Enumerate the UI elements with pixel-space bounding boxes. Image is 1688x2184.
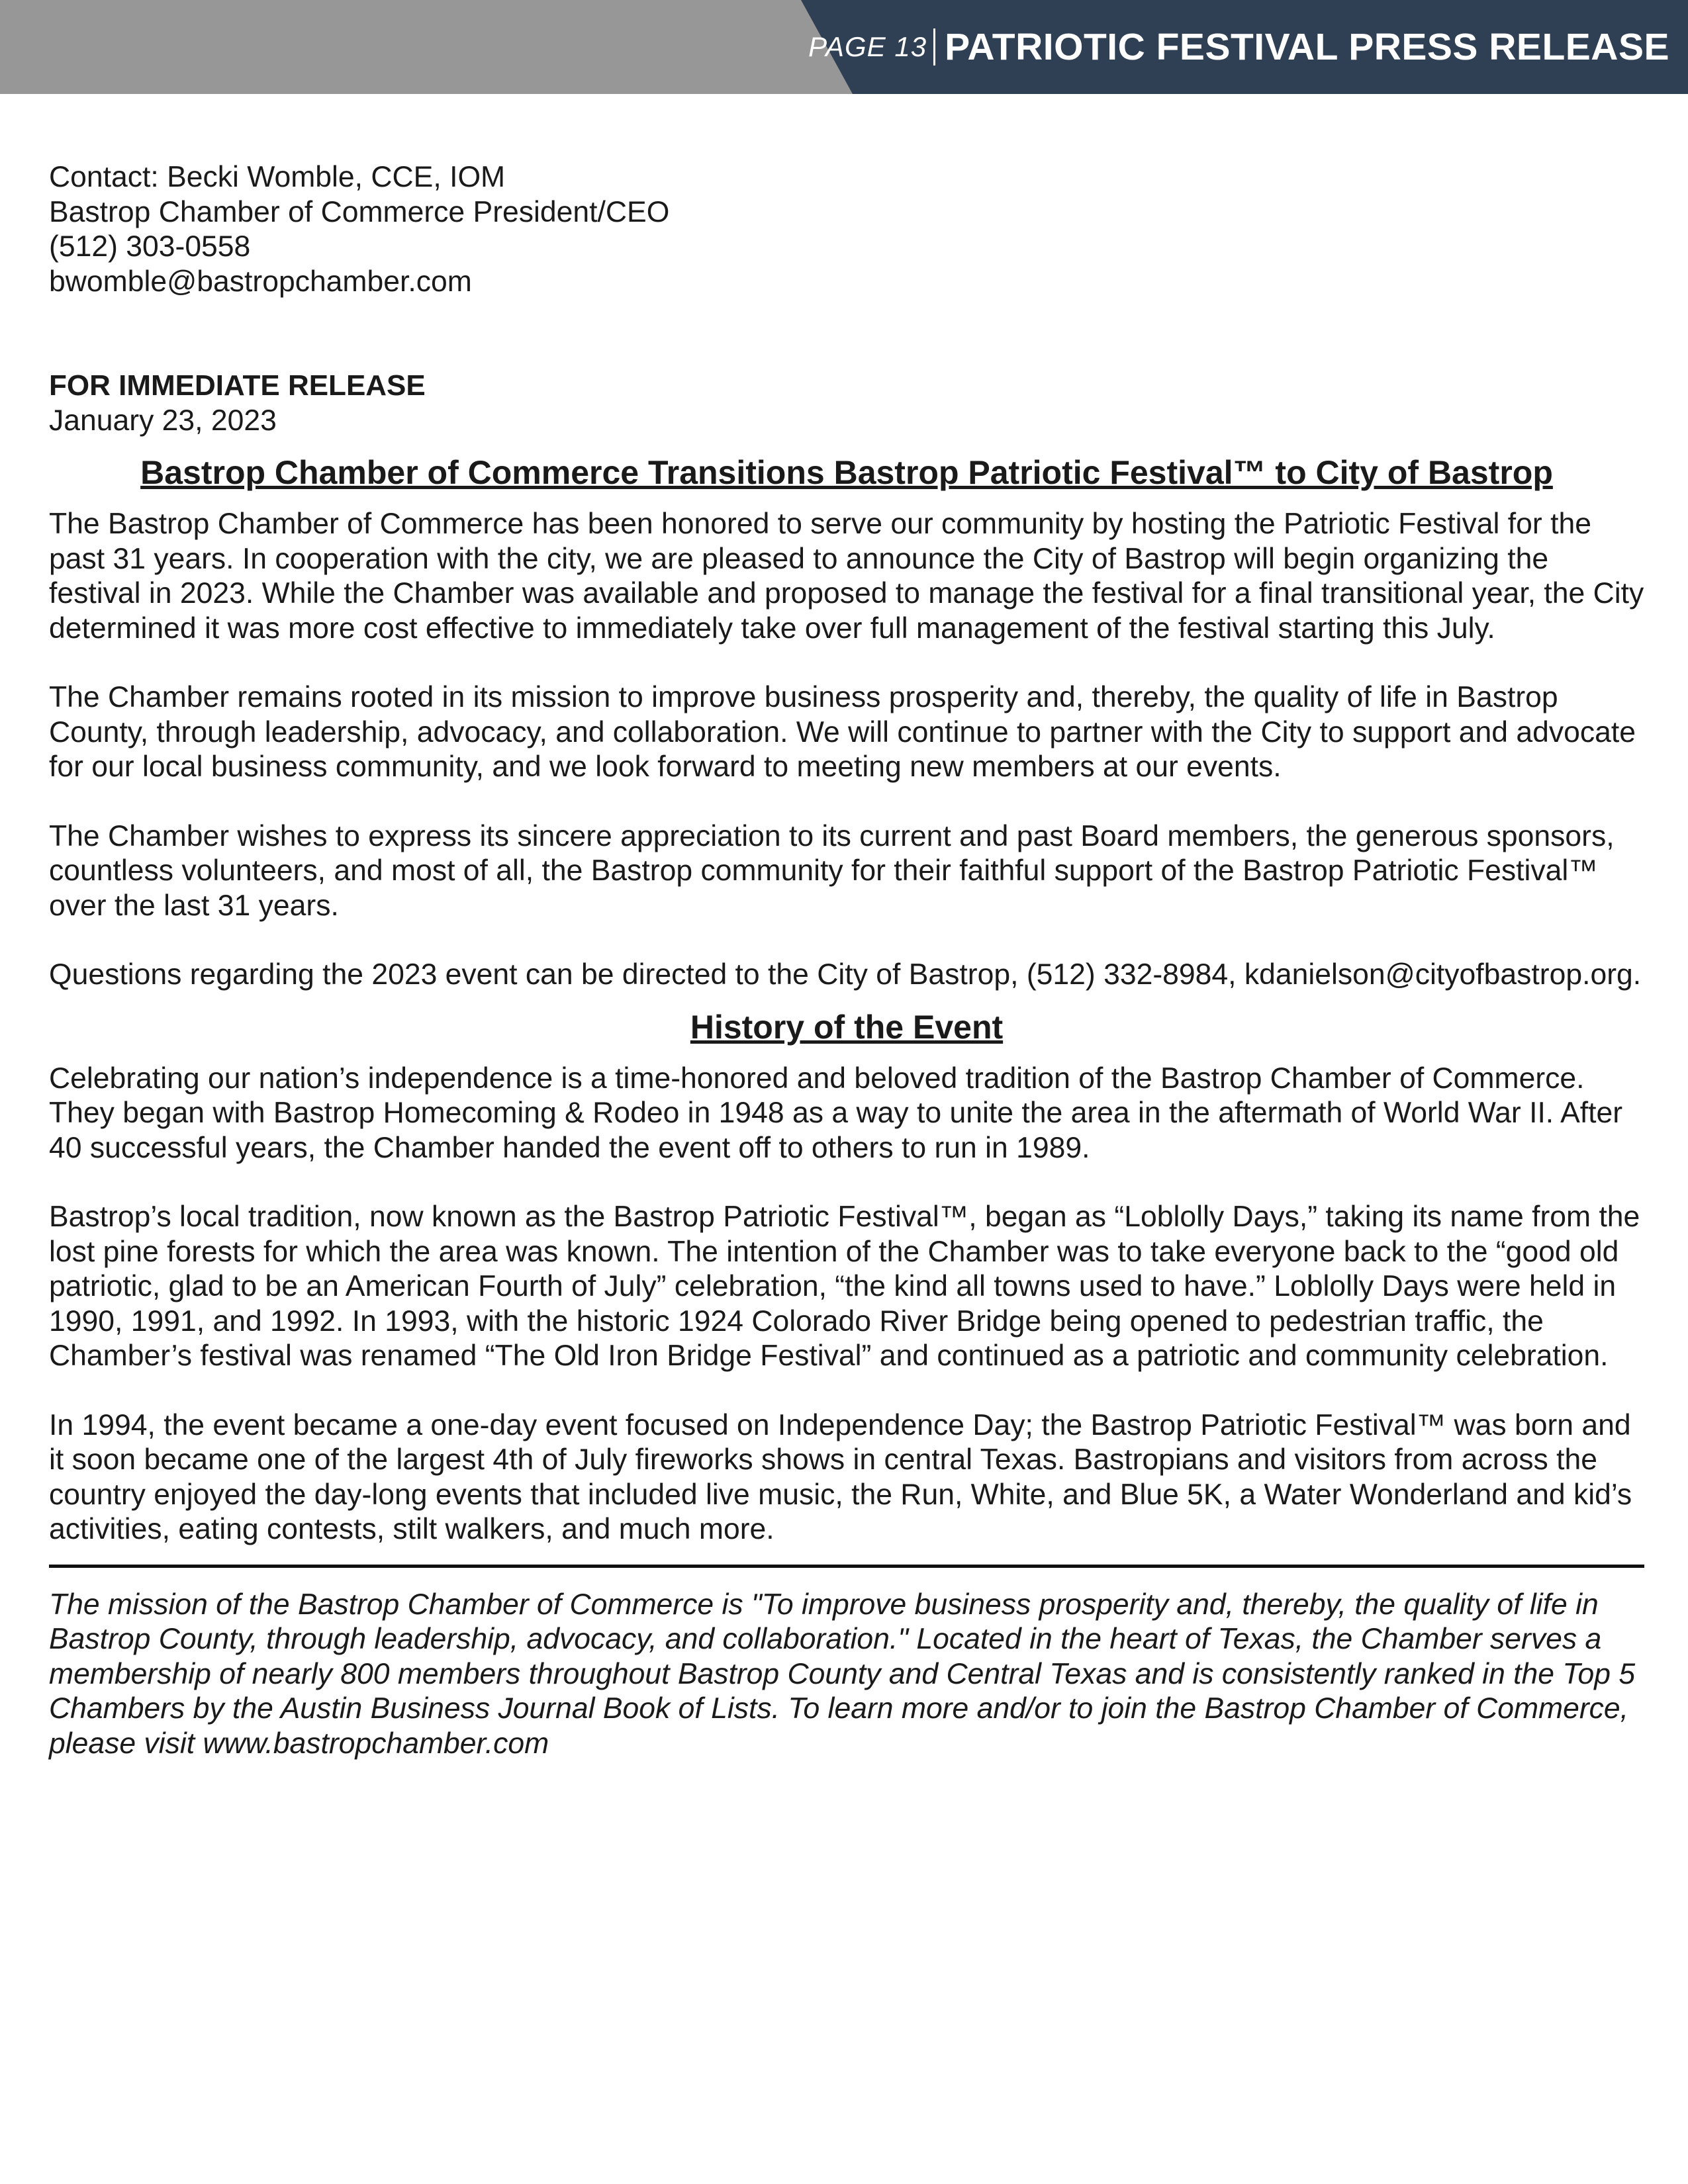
release-label: FOR IMMEDIATE RELEASE: [49, 369, 426, 402]
page-number-label: PAGE 13: [808, 31, 927, 62]
history-heading: History of the Event: [690, 1008, 1004, 1046]
contact-block: [49, 160, 1644, 299]
history-paragraph: In 1994, the event became a one-day event focused on Independence Day; the Bastrop Patriotic Festival™ was born and it soon became one of the largest 4th of July fireworks shows in central Texas. Bastropians and visitors from across the country enjoyed the day-long events that included live music, the Run, White, and Blue 5K, a Water Wonderland and kid’s activities, eating contests, stilt walkers, and much more.: [49, 1408, 1632, 1545]
mission-statement: The mission of the Bastrop Chamber of Commerce is "To improve business prosperity and, thereby, the quality of life in Bastrop County, through leadership, advocacy, and collaboration." Located in the heart of Texas, the Chamber serves a membership of nearly 800 members throughout Bastrop County and Central Texas and is consistently ranked in the Top 5 Chambers by the Austin Business Journal Book of Lists. To learn more and/or to join the Bastrop Chamber of Commerce, please visit www.bastropchamber.com: [49, 1588, 1636, 1760]
history-paragraph: Bastrop’s local tradition, now known as the Bastrop Patriotic Festival™, began as “Loblolly Days,” taking its name from the lost pine forests for which the area was known. The intention of the Chamber was to take everyone back to the “good old patriotic, glad to be an American Fourth of July” celebration, “the kind all towns used to have.” Loblolly Days were held in 1990, 1991, and 1992. In 1993, with the historic 1924 Colorado River Bridge being opened to pedestrian traffic, the Chamber’s festival was renamed “The Old Iron Bridge Festival” and continued as a patriotic and community celebration.: [49, 1201, 1640, 1372]
header-text: [808, 0, 1669, 94]
body-paragraph: The Chamber remains rooted in its mission to improve business prosperity and, thereby, the quality of life in Bastrop County, through leadership, advocacy, and collaboration. We will continue to partner with the City to support and advocate for our local business community, and we look forward to meeting new members at our events.: [49, 681, 1636, 783]
release-block: [49, 369, 1644, 438]
body-paragraph: Questions regarding the 2023 event can be directed to the City of Bastrop, (512) 332-8984, kdanielson@cityofbastrop.org.: [49, 958, 1642, 991]
divider-rule: [49, 1565, 1644, 1568]
contact-name: Contact: Becki Womble, CCE, IOM: [49, 161, 506, 193]
contact-title: Bastrop Chamber of Commerce President/CEO: [49, 195, 670, 228]
body-paragraph: The Chamber wishes to express its sincere appreciation to its current and past Board members, the generous sponsors, countless volunteers, and most of all, the Bastrop community for their faithful support of the Bastrop Patriotic Festival™ over the last 31 years.: [49, 819, 1615, 922]
page-header: [0, 0, 1688, 94]
header-title: PATRIOTIC FESTIVAL PRESS RELEASE: [945, 26, 1669, 68]
header-divider: [933, 28, 935, 66]
contact-email: bwomble@bastropchamber.com: [49, 265, 472, 298]
history-paragraph: Celebrating our nation’s independence is a time-honored and beloved tradition of the Bastrop Chamber of Commerce. They began with Bastrop Homecoming & Rodeo in 1948 as a way to unite the area in the aftermath of World War II. After 40 successful years, the Chamber handed the event off to others to run in 1989.: [49, 1062, 1623, 1164]
body-paragraph: The Bastrop Chamber of Commerce has been honored to serve our community by hosting the Patriotic Festival for the past 31 years. In cooperation with the city, we are pleased to announce the City of Bastrop will begin organizing the festival in 2023. While the Chamber was available and proposed to manage the festival for a final transitional year, the City determined it was more cost effective to immediately take over full management of the festival starting this July.: [49, 508, 1644, 645]
release-date: January 23, 2023: [49, 404, 277, 437]
press-release-body: [49, 160, 1644, 1761]
contact-phone: (512) 303-0558: [49, 230, 251, 263]
press-release-headline: Bastrop Chamber of Commerce Transitions Bastrop Patriotic Festival™ to City of Bastrop: [140, 454, 1553, 491]
